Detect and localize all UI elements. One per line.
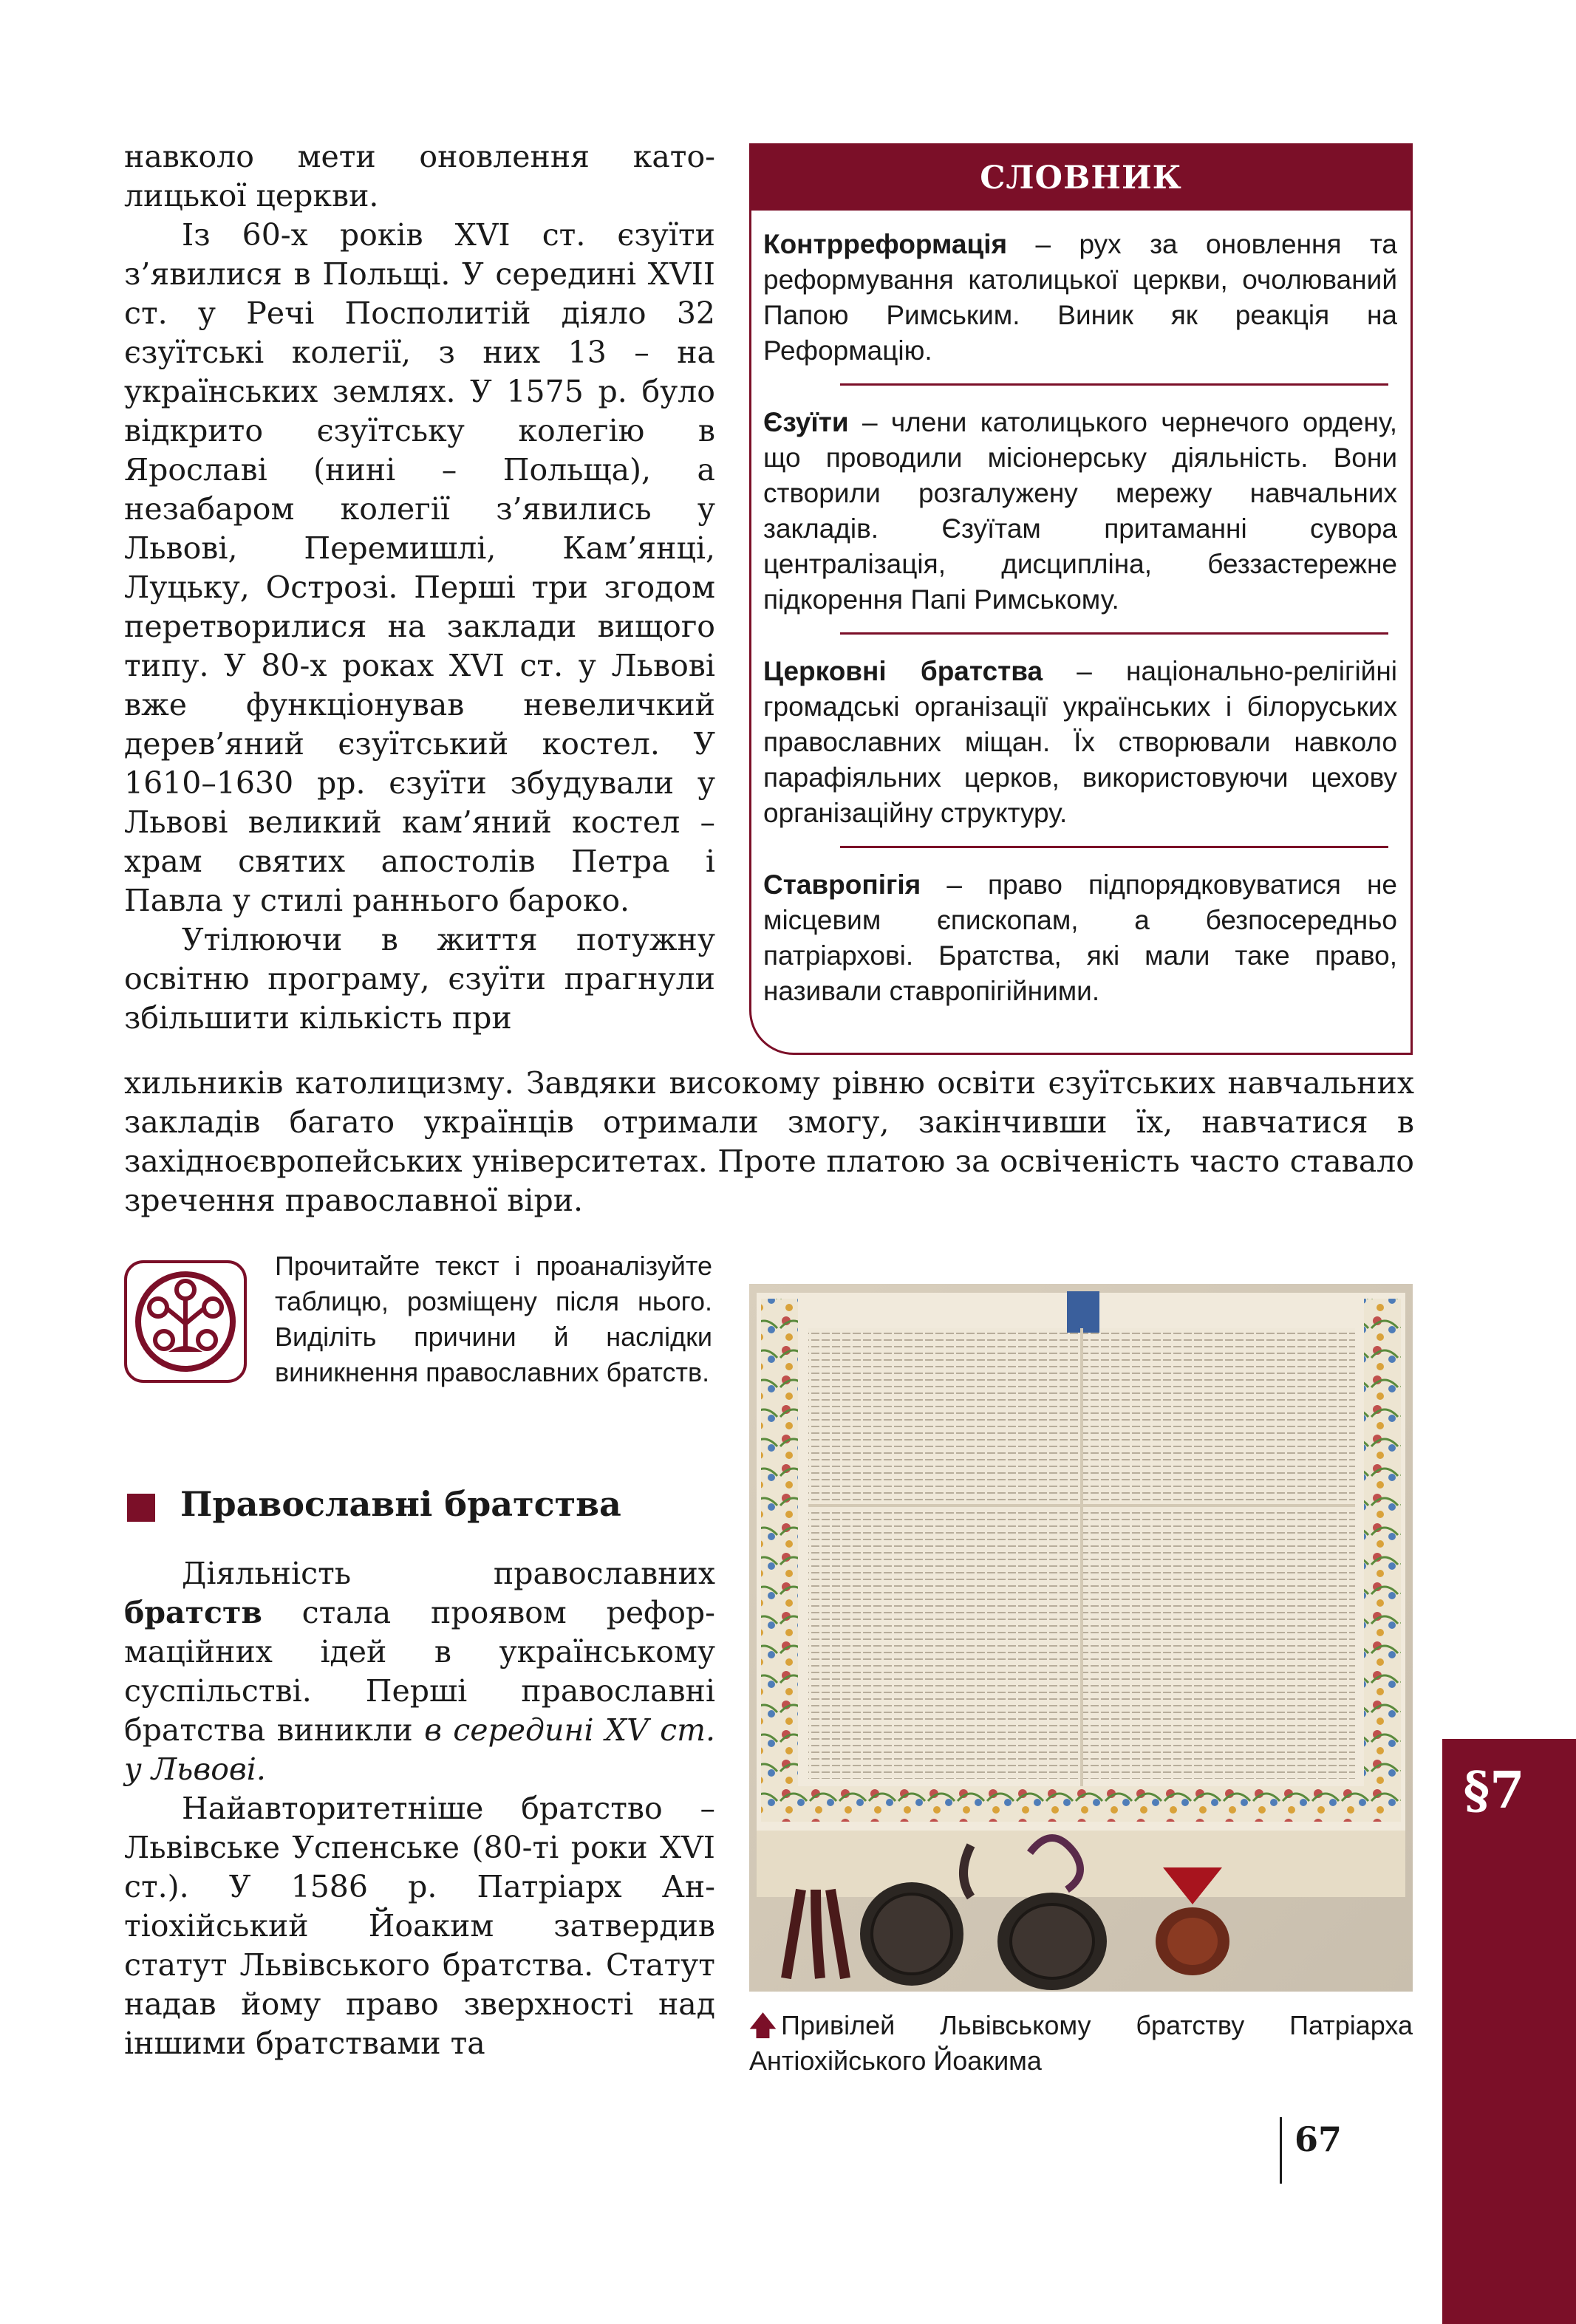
glossary-term: Єзуїти xyxy=(763,407,849,437)
paragraph: хильників католицизму. Завдяки високому рівню освіти єзуїтських навчальних закладів багато українців отримали змогу, закінчивши їх, навчатися в західноєвропейських університетах. Проте платою за освіченість часто ставало зречення православної віри. xyxy=(124,1065,1414,1218)
glossary-term: Контрреформація xyxy=(763,229,1008,259)
bold-term: братств xyxy=(124,1595,262,1630)
left-column-bottom-text xyxy=(124,1554,715,2063)
glossary-definition: – національно-релігійні громадські організації українських і білоруських православних міщан. Їх створювали навколо парафіяльних церков, використовуючи цехову організаційну структуру. xyxy=(763,656,1397,828)
divider xyxy=(840,632,1388,635)
glossary-box xyxy=(749,143,1413,1055)
glossary-title: СЛОВНИК xyxy=(751,146,1410,211)
tree-in-circle-icon xyxy=(124,1260,247,1383)
paragraph: Утілюючи в життя потужну освітню програму, єзуїти прагнули збільшити кількість при xyxy=(124,922,715,1036)
section-title: Православні братства xyxy=(180,1484,621,1524)
arrow-up-icon: 🡅 xyxy=(749,2010,777,2040)
divider xyxy=(840,846,1388,848)
paragraph: Із 60-х років XVI ст. єзуїти з’явилися в Польщі. У середині XVII ст. у Речі Посполитій діяло 32 єзуїтські колегії, з них 13 – на українських землях. У 1575 р. було відкрито єзуїтську колегію в Ярославі (нині – Польща), а незабаром колегії з’явились у Львові, Перемишлі, Кам’янці, Луцьку, Острозі. Перші три згодом перетворилися на заклади вищого типу. У 80-х роках XVI ст. у Львові вже функціонував невеличкий дерев’яний єзуїтський костел. У 1610–1630 рр. єзуїти збудували у Львові великий кам’яний костел – храм святих апостолів Петра і Павла у стилі раннього бароко. xyxy=(124,217,715,918)
page-number-divider xyxy=(1280,2117,1282,2184)
section-tab-label: §7 xyxy=(1463,1761,1525,1820)
paragraph: Найавторитетніше братство – Львівське Успенське (80-ті роки XVI ст.). У 1586 р. Патріарх Антіохійський Йоаким затвердив статут Львівського братства. Статут надав йому право зверхності над іншими братствами та xyxy=(124,1791,715,2061)
glossary-entry xyxy=(751,654,1410,831)
paragraph xyxy=(124,1554,715,1789)
paragraph: навколо мети оновлення католицької церкви. xyxy=(124,139,715,213)
section-marker xyxy=(127,1494,155,1522)
glossary-term: Церковні братства xyxy=(763,656,1043,686)
text-run: Діяльність православних xyxy=(182,1556,715,1591)
glossary-term: Ставропігія xyxy=(763,869,921,900)
divider xyxy=(840,383,1388,386)
italic-text: в середині XV ст. у Львові. xyxy=(124,1712,715,1787)
glossary-definition: – рух за оновлення та реформування католицької церкви, очолюваний Папою Римським. Виник як реакція на Реформацію. xyxy=(763,229,1397,366)
section-side-tab xyxy=(1442,1739,1576,2324)
text-run: стала проявом реформаційних ідей в українському суспільстві. Перші православні братства виникли xyxy=(124,1595,715,1748)
full-width-text xyxy=(124,1064,1414,1220)
caption-text: Привілей Львівському братству Патріарха Антіохійського Йоакима xyxy=(749,2010,1413,2076)
task-instruction: Прочитайте текст і проаналізуйте таблицю, розміщену після нього. Виділіть причини й наслідки виникнення православних братств. xyxy=(275,1251,712,1387)
figure-caption xyxy=(749,2008,1413,2079)
document-photo xyxy=(749,1284,1413,1992)
glossary-entry xyxy=(751,867,1410,1009)
glossary-entry xyxy=(751,227,1410,369)
left-column-top-text xyxy=(124,137,715,1038)
page-number: 67 xyxy=(1294,2119,1343,2159)
glossary-entry xyxy=(751,405,1410,618)
glossary-definition: – право підпорядковуватися не місцевим єпископам, а безпосередньо патріархові. Братства, які мали таке право, називали ставропігійними. xyxy=(763,869,1397,1006)
glossary-definition: – члени католицького чернечого ордену, що проводили місіонерську діяльність. Вони створили розгалужену мережу навчальних закладів. Єзуїтам притаманні сувора централізація, дисципліна, беззастережне підкорення Папі Римському. xyxy=(763,407,1397,615)
